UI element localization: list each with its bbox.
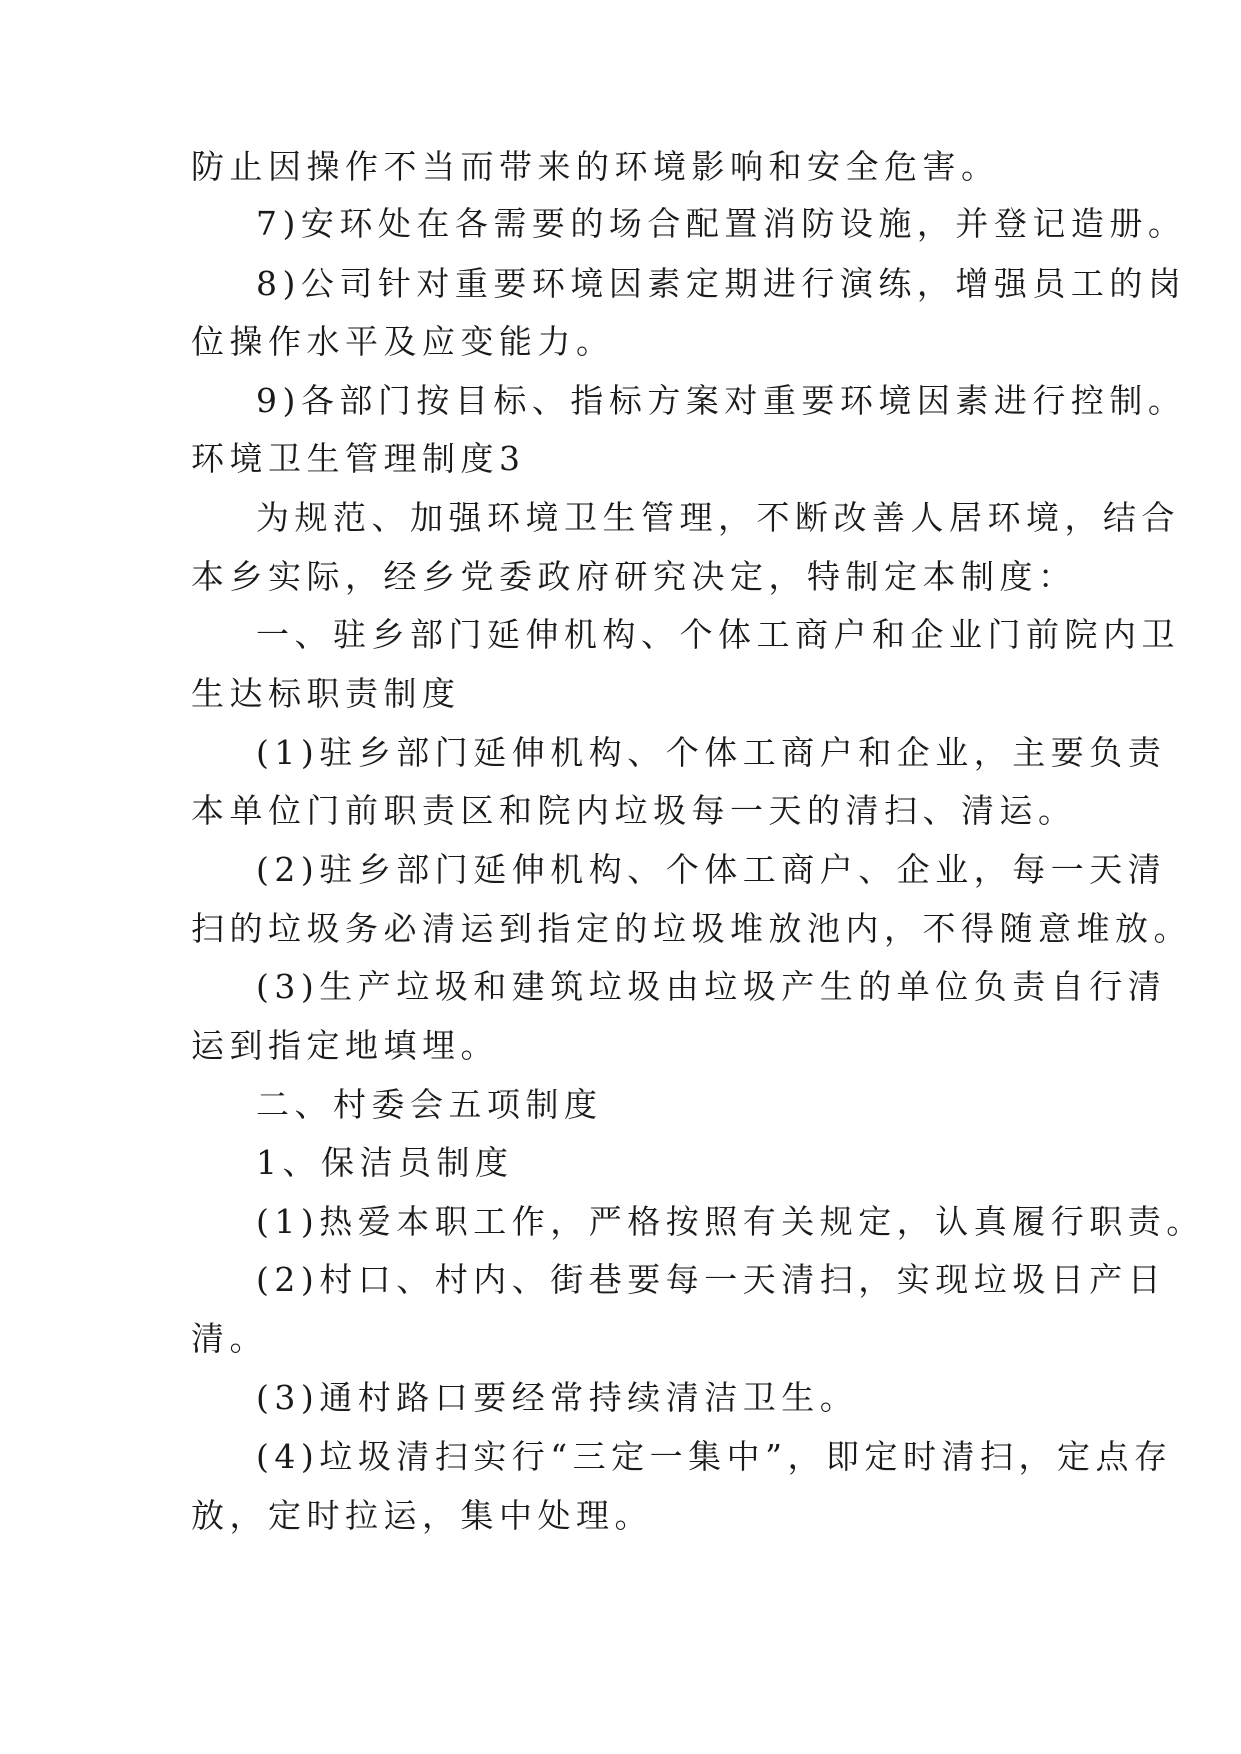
text-line: (4)垃圾清扫实行“三定一集中”，即定时清扫，定点存 (256, 1437, 1173, 1476)
text-line: (3)生产垃圾和建筑垃圾由垃圾产生的单位负责自行清 (256, 967, 1167, 1006)
text-line: 本单位门前职责区和院内垃圾每一天的清扫、清运。 (191, 791, 1077, 830)
text-line: 生达标职责制度 (191, 674, 461, 713)
text-line: (1)驻乡部门延伸机构、个体工商户和企业，主要负责 (256, 733, 1167, 772)
text-line: 运到指定地填埋。 (191, 1026, 499, 1065)
text-line: 防止因操作不当而带来的环境影响和安全危害。 (191, 147, 1000, 186)
text-line: 清。 (191, 1319, 268, 1358)
text-line: 为规范、加强环境卫生管理，不断改善人居环境，结合 (256, 498, 1180, 537)
text-line: 本乡实际，经乡党委政府研究决定，特制定本制度： (191, 557, 1077, 596)
text-line: 9)各部门按目标、指标方案对重要环境因素进行控制。 (256, 381, 1187, 420)
text-line: 二、村委会五项制度 (256, 1085, 603, 1124)
text-line: 1、保洁员制度 (256, 1143, 514, 1182)
text-line: 7)安环处在各需要的场合配置消防设施，并登记造册。 (256, 204, 1187, 243)
text-line: (2)驻乡部门延伸机构、个体工商户、企业，每一天清 (256, 850, 1167, 889)
text-line: (1)热爱本职工作，严格按照有关规定，认真履行职责。 (256, 1202, 1205, 1241)
text-line: 位操作水平及应变能力。 (191, 322, 615, 361)
text-line: 放，定时拉运，集中处理。 (191, 1496, 653, 1535)
text-line: 扫的垃圾务必清运到指定的垃圾堆放池内，不得随意堆放。 (191, 909, 1192, 948)
section-heading: 环境卫生管理制度3 (191, 439, 526, 478)
text-line: 一、驻乡部门延伸机构、个体工商户和企业门前院内卫 (256, 615, 1180, 654)
text-line: (3)通村路口要经常持续清洁卫生。 (256, 1378, 859, 1417)
text-line: (2)村口、村内、街巷要每一天清扫，实现垃圾日产日 (256, 1260, 1167, 1299)
text-line: 8)公司针对重要环境因素定期进行演练，增强员工的岗 (256, 264, 1187, 303)
